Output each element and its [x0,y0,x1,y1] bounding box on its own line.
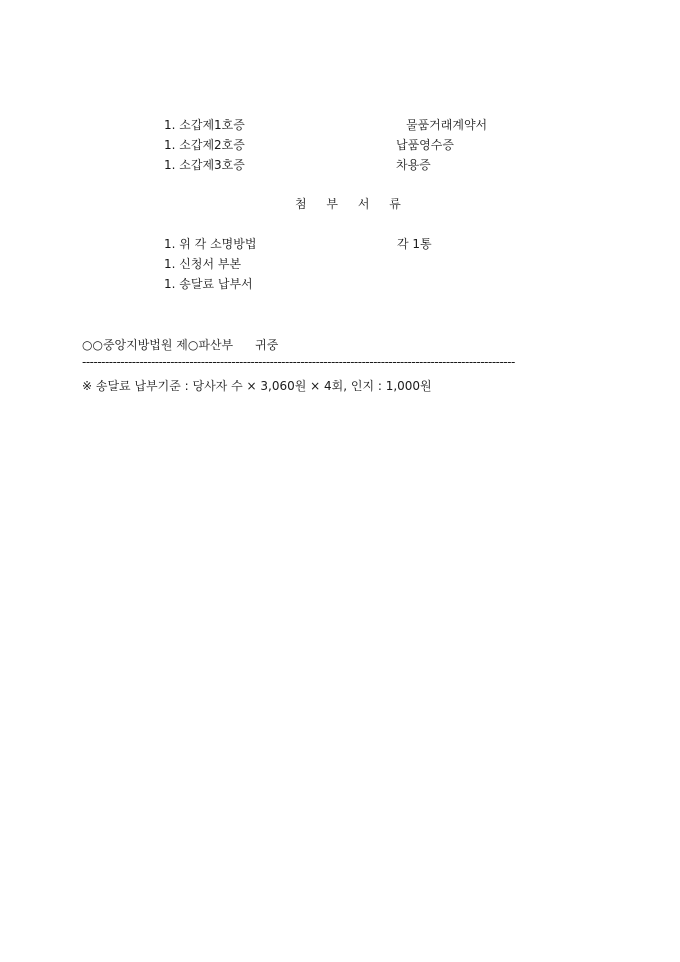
attachment-item-1-qty: 각 1통 [397,237,432,251]
evidence-item-3-label: 1. 소갑제3호증 [164,158,245,172]
attachment-item-2-label: 1. 신청서 부본 [164,257,242,271]
postage-fee-note: ※ 송달료 납부기준 : 당사자 수 × 3,060원 × 4회, 인지 : 1,000원 [82,379,432,393]
evidence-item-3-desc: 차용증 [396,158,431,172]
court-address-line [82,337,278,353]
attachment-item-1-label: 1. 위 각 소명방법 [164,237,257,251]
recipient-honorific: 귀중 [255,338,279,352]
court-name: ○○중앙지방법원 제○파산부 [82,338,234,352]
evidence-item-2-desc: 납품영수증 [396,138,454,152]
dashed-separator: ----------------------------------------------------------------------------------------------------------------- [82,355,515,369]
evidence-item-1-desc: 물품거래계약서 [406,118,488,132]
attachments-heading: 첨 부 서 류 [295,197,409,211]
evidence-item-2-label: 1. 소갑제2호증 [164,138,245,152]
evidence-item-1-label: 1. 소갑제1호증 [164,118,245,132]
attachment-item-3-label: 1. 송달료 납부서 [164,277,253,291]
